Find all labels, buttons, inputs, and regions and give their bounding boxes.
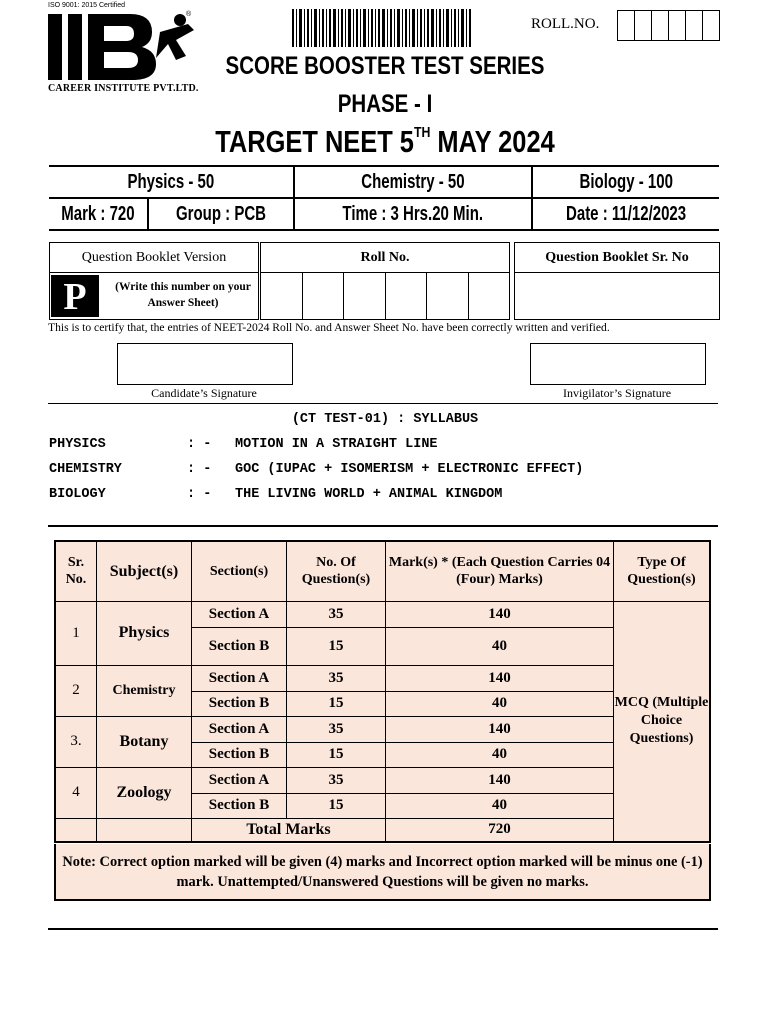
- roll-digit-box[interactable]: [686, 11, 703, 40]
- booklet-serial-box[interactable]: [514, 242, 720, 320]
- booklet-version-box: [49, 242, 259, 320]
- sr-cell: 2: [55, 665, 97, 716]
- exam-date: Date : 11/12/2023: [532, 198, 719, 230]
- marks-cell: 140: [386, 601, 614, 627]
- invigilator-signature-box[interactable]: [530, 343, 706, 385]
- roll-number-label: ROLL.NO.: [531, 16, 600, 32]
- divider: [48, 403, 718, 404]
- section-cell: Section B: [192, 627, 287, 665]
- questions-cell: 15: [287, 691, 386, 716]
- questions-cell: 35: [287, 767, 386, 793]
- barcode: [292, 9, 472, 47]
- marks-cell: 40: [386, 793, 614, 818]
- header-marks: Mark(s) * (Each Question Carries 04 (Four) Marks): [386, 541, 614, 601]
- target-title: TARGET NEET 5TH MAY 2024: [215, 123, 555, 159]
- header-type: Type Of Question(s): [614, 541, 711, 601]
- section-cell: Section B: [192, 691, 287, 716]
- exam-info-table: [49, 165, 719, 231]
- booklet-version-letter: P: [51, 275, 99, 317]
- marks-cell: 40: [386, 742, 614, 767]
- section-cell: Section B: [192, 793, 287, 818]
- questions-cell: 15: [287, 742, 386, 767]
- marks-cell: 40: [386, 691, 614, 716]
- syllabus-heading: (CT TEST-01) : SYLLABUS: [291, 412, 479, 427]
- roll-no-cell[interactable]: [427, 273, 469, 319]
- header-questions: No. Of Question(s): [287, 541, 386, 601]
- questions-cell: 35: [287, 665, 386, 691]
- syllabus-topic: MOTION IN A STRAIGHT LINE: [235, 437, 438, 452]
- type-cell: MCQ (Multiple Choice Questions): [614, 601, 711, 842]
- chemistry-count: Chemistry - 50: [294, 166, 532, 198]
- roll-digit-box[interactable]: [652, 11, 669, 40]
- iso-certification: ISO 9001: 2015 Certified: [48, 2, 126, 9]
- header-section: Section(s): [192, 541, 287, 601]
- subject-cell: Botany: [97, 716, 192, 767]
- svg-text:®: ®: [186, 11, 192, 18]
- exam-time: Time : 3 Hrs.20 Min.: [294, 198, 532, 230]
- subject-cell: Chemistry: [97, 665, 192, 716]
- roll-digit-box[interactable]: [669, 11, 686, 40]
- marks-table: [54, 540, 711, 843]
- questions-cell: 35: [287, 601, 386, 627]
- sr-cell: 4: [55, 767, 97, 818]
- empty-cell: [55, 818, 97, 842]
- questions-cell: 15: [287, 627, 386, 665]
- roll-digit-box[interactable]: [703, 11, 719, 40]
- physics-count: Physics - 50: [49, 166, 294, 198]
- subject-cell: Zoology: [97, 767, 192, 818]
- divider: [48, 928, 718, 930]
- write-note: (Write this number on your Answer Sheet): [115, 281, 251, 309]
- header-sr: Sr. No.: [55, 541, 97, 601]
- syllabus-subject: PHYSICS: [49, 437, 106, 452]
- syllabus-subject: BIOLOGY: [49, 487, 106, 502]
- subject-cell: Physics: [97, 601, 192, 665]
- syllabus-topic: GOC (IUPAC + ISOMERISM + ELECTRONIC EFFECT): [235, 462, 584, 477]
- marks-cell: 40: [386, 627, 614, 665]
- section-cell: Section A: [192, 767, 287, 793]
- header-subject: Subject(s): [97, 541, 192, 601]
- marking-note: Note: Correct option marked will be given (4) marks and Incorrect option marked will be minus one (-1) mark. Unattempted/Unanswered Questions will be given no marks.: [54, 844, 711, 901]
- questions-cell: 15: [287, 793, 386, 818]
- series-title: SCORE BOOSTER TEST SERIES: [225, 52, 545, 80]
- booklet-serial-label: Question Booklet Sr. No: [515, 243, 719, 273]
- roll-no-cell[interactable]: [261, 273, 303, 319]
- total-marks-value: 720: [386, 818, 614, 842]
- total-marks-label: Total Marks: [192, 818, 386, 842]
- roll-no-cell[interactable]: [386, 273, 428, 319]
- syllabus-subject: CHEMISTRY: [49, 462, 122, 477]
- phase-title: PHASE - I: [337, 90, 433, 118]
- booklet-version-label: Question Booklet Version: [50, 243, 258, 273]
- syllabus-topic: THE LIVING WORLD + ANIMAL KINGDOM: [235, 487, 503, 502]
- syllabus-sep: : -: [187, 487, 212, 502]
- sr-cell: 3.: [55, 716, 97, 767]
- roll-number-boxes[interactable]: [617, 10, 720, 41]
- iib-logo: [48, 10, 203, 84]
- sr-cell: 1: [55, 601, 97, 665]
- roll-digit-box[interactable]: [635, 11, 652, 40]
- section-cell: Section A: [192, 716, 287, 742]
- section-cell: Section A: [192, 665, 287, 691]
- roll-no-label: Roll No.: [261, 243, 509, 273]
- roll-no-cell[interactable]: [303, 273, 345, 319]
- roll-no-cell[interactable]: [469, 273, 510, 319]
- marks-cell: 140: [386, 716, 614, 742]
- empty-cell: [97, 818, 192, 842]
- invigilator-signature-label: Invigilator’s Signature: [562, 386, 672, 400]
- institute-name: CAREER INSTITUTE PVT.LTD.: [48, 83, 199, 94]
- marks-cell: 140: [386, 767, 614, 793]
- candidate-signature-label: Candidate’s Signature: [151, 386, 257, 400]
- syllabus-sep: : -: [187, 462, 212, 477]
- divider: [48, 525, 718, 527]
- syllabus-sep: : -: [187, 437, 212, 452]
- group: Group : PCB: [148, 198, 294, 230]
- total-mark: Mark : 720: [49, 198, 148, 230]
- questions-cell: 35: [287, 716, 386, 742]
- roll-no-box: [260, 242, 510, 320]
- roll-digit-box[interactable]: [618, 11, 635, 40]
- section-cell: Section A: [192, 601, 287, 627]
- biology-count: Biology - 100: [532, 166, 719, 198]
- marks-cell: 140: [386, 665, 614, 691]
- section-cell: Section B: [192, 742, 287, 767]
- roll-no-cell[interactable]: [344, 273, 386, 319]
- certification-text: This is to certify that, the entries of NEET-2024 Roll No. and Answer Sheet No. have been correctly written and verified.: [48, 321, 610, 334]
- candidate-signature-box[interactable]: [117, 343, 293, 385]
